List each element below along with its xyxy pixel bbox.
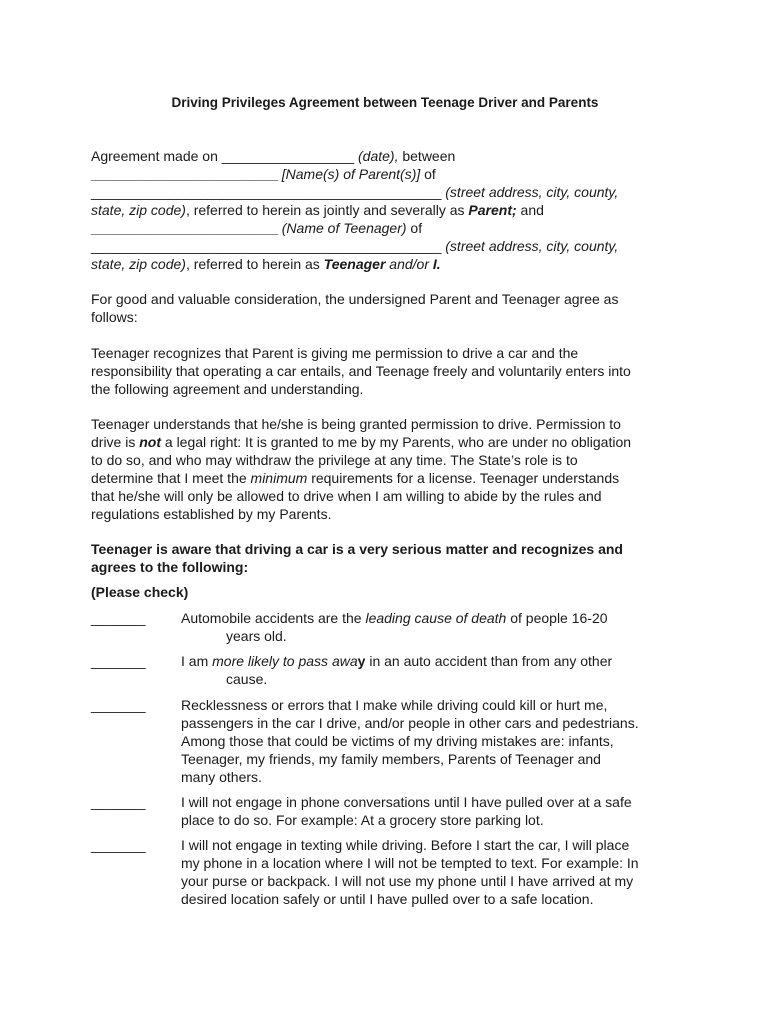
document-title: Driving Privileges Agreement between Teenage Driver and Parents bbox=[171, 95, 599, 110]
intro-line-1: Agreement made on _________________ (date), between bbox=[91, 148, 456, 164]
check-blank[interactable]: _______ bbox=[91, 697, 146, 713]
check-blank[interactable]: _______ bbox=[91, 653, 146, 669]
recognizes-paragraph: Teenager recognizes that Parent is giving me permission to drive a car and the responsibility that operating a car entails, and Teenage freely and voluntarily enters into the following agreement and understanding. bbox=[91, 345, 631, 397]
intro-line-3: _____________________________________________ (street address, city, county, bbox=[91, 184, 619, 200]
checklist-item-text: I will not engage in phone conversations until I have pulled over at a safe place to do so. For example: At a grocery store parking lot. bbox=[181, 794, 632, 828]
intro-line-4: state, zip code), referred to herein as jointly and severally as Parent; and bbox=[91, 202, 544, 218]
please-check-label: (Please check) bbox=[91, 584, 189, 600]
check-blank[interactable]: _______ bbox=[91, 794, 146, 810]
intro-line-5: ________________________ (Name of Teenager) of bbox=[91, 220, 423, 236]
checklist-item-text: Automobile accidents are the leading cause of death of people 16-20 years old. bbox=[181, 610, 608, 644]
check-blank[interactable]: _______ bbox=[91, 610, 146, 626]
intro-line-6: _____________________________________________ (street address, city, county, bbox=[91, 238, 619, 254]
understands-paragraph: Teenager understands that he/she is being granted permission to drive. Permission to drive is not a legal right: It is granted to me by my Parents, who are under no obligation to do so, and who may withdraw the privilege at any time. The State’s role is to determine that I meet the minimum requirements for a license. Teenager understands that he/she will only be allowed to drive when I am willing to abide by the rules and regulations established by my Parents. bbox=[91, 416, 632, 522]
aware-heading: Teenager is aware that driving a car is a very serious matter and recognizes and agrees to the following: bbox=[91, 541, 623, 575]
agreement-intro bbox=[91, 147, 681, 273]
check-blank[interactable]: _______ bbox=[91, 837, 146, 853]
checklist-item-text: I am more likely to pass away in an auto accident than from any other cause. bbox=[181, 653, 613, 687]
checklist-item-text: I will not engage in texting while driving. Before I start the car, I will place my phone in a location where I will not be tempted to text. For example: In your purse or backpack. I will not use my phone until I have arrived at my desired location safely or until I have pulled over to a safe location. bbox=[181, 837, 639, 907]
checklist-item-text: Recklessness or errors that I make while driving could kill or hurt me, passengers in the car I drive, and/or people in other cars and pedestrians. Among those that could be victims of my driving mistakes are: infants, Teenager, my friends, my family members, Parents of Teenager and many others. bbox=[181, 697, 639, 785]
intro-line-7: state, zip code), referred to herein as Teenager and/or I. bbox=[91, 256, 441, 272]
intro-line-2: ________________________ [Name(s) of Parent(s)] of bbox=[91, 166, 436, 182]
consideration-paragraph: For good and valuable consideration, the undersigned Parent and Teenager agree as follows: bbox=[91, 291, 619, 325]
